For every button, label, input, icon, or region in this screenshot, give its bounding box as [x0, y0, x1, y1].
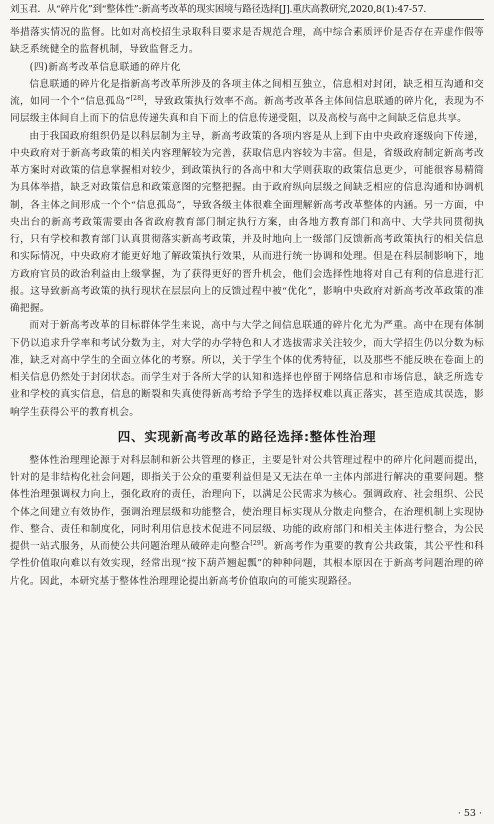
- paragraph-holistic-governance: [10, 452, 484, 590]
- header-divider: [10, 19, 484, 20]
- running-header: 刘玉君．从“碎片化”到“整体性”:新高考改革的现实困境与路径选择[J].重庆高教研究,2020,8(1):47-57.: [10, 4, 427, 15]
- text-run: ，导致政策执行效率不高。新高考改革各主体间信息联通的碎片化，表现为不同层级主体间自上而下的信息传递失真和自下而上的信息传递受阻，以及高校与高中之间缺乏信息共享。: [10, 96, 485, 125]
- citation-ref[interactable]: [28]: [130, 94, 144, 102]
- paragraph-students: 而对于新高考改革的目标群体学生来说，高中与大学之间信息联通的碎片化尤为严重。高中在现有体制下仍以追求升学率和考试分数为主，对大学的办学特色和人才选拔需求关注较少，而大学招生仍以分数为标准，缺乏对高中学生的全面立体化的考察。所以，关于学生个体的优秀特征，以及那些不能反映在卷面上的相关信息仍然处于封闭状态。而学生对于各所大学的认知和选择也停留于网络信息和市场信息，缺乏所选专业和学校的真实信息，信息的断裂和失真使得新高考给予学生的选择权难以真正落实，甚至造成其误选，影响学生获得公平的教育机会。: [10, 320, 484, 418]
- article-body: [10, 24, 484, 590]
- text-run: 信息联通的碎片化是指新高考改革所涉及的各项主体之间相互独立，信息相对封闭，缺乏相互沟通和交流，如同一个个“信息孤岛”: [10, 78, 484, 107]
- paragraph-continued: 举措落实情况的监督。比如对高校招生录取科目要求是否规范合理，高中综合素质评价是否存在弄虚作假等缺乏系统健全的监督机制，导致监督乏力。: [10, 27, 484, 56]
- page-number: · 53 ·: [457, 808, 482, 819]
- citation-ref[interactable]: [29]: [250, 539, 264, 547]
- paragraph-bureaucracy: 由于我国政府组织仍是以科层制为主导，新高考政策的各项内容是从上到下由中央政府逐级向下传递，中央政府对于新高考政策的相关内容理解较为完善，获取信息内容较为丰富。但是，省级政府制定新高考改革方案时对政策的信息掌握相对较少，到政策执行的各高中和大学则获取的政策信息更少，可能很容易精简为具体举措，缺乏对政策信息和政策意图的完整把握。由于政府纵向层级之间缺乏相应的信息沟通和协调机制，各主体之间形成一个个“信息孤岛”，导致各级主体很难全面理解新高考改革整体的内涵。另一方面，中央出台的新高考政策需要由各省政府教育部门制定执行方案，由各地方教育部门和高中、大学共同贯彻执行，只有学校和教育部门认真贯彻落实新高考政策，并及时地向上一级部门反馈新高考政策执行的相关信息和实际情况，中央政府才能更好地了解政策执行效果，从而进行统一协调和处理。但是在科层制影响下，地方政府官员的政治利益由上级掌握，为了获得更好的晋升机会，他们会选择性地将对自己有利的信息进行汇报。这导致新高考政策的执行现状在层层向上的反馈过程中被“优化”，影响中央政府对新高考改革政策的准确把握。: [10, 130, 484, 314]
- paragraph-info-definition: [10, 76, 484, 128]
- text-run: 整体性治理理论源于对科层制和新公共管理的修正，主要是针对公共管理过程中的碎片化问题而提出，针对的是非结构化社会问题，即指关于公众的重要利益但是又无法在单一主体内部进行解决的重要问题。整体性治理强调权力向上，强化政府的责任，治理向下，以满足公民需求为核心。强调政府、社会组织、公民个体之间建立有效协作，强调治理层级和功能整合，使治理目标实现从分散走向整合，在治理机制上实现协作、整合、责任和制度化，同时利用信息技术促进不同层级、功能的政府部门和相关主体进行整合，为公民提供一站式服务，从而使公共问题治理从破碎走向整合: [10, 454, 484, 552]
- subheading-info-fragmentation: (四)新高考改革信息联通的碎片化: [29, 61, 181, 73]
- section-heading: 四、实现新高考改革的路径选择:整体性治理: [117, 428, 377, 444]
- text-run: 。新高考作为重要的教育公共政策，其公平性和科学性价值取向难以有效实现，经常出现“按下葫芦翘起瓢”的种种问题，其根本原因在于新高考问题治理的碎片化。因此，本研究基于整体性治理理论提出新高考价值取向的可能实现路径。: [10, 541, 485, 587]
